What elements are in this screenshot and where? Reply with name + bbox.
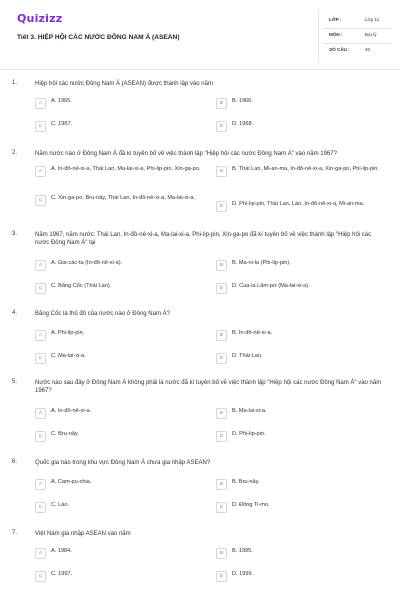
option-text: D. Cua-la Lăm-pơ (Ma-lai-xi-a).	[232, 283, 310, 289]
option-text: C. 1967.	[51, 121, 73, 127]
question-number: 5.	[12, 379, 18, 385]
option-a[interactable]	[35, 98, 210, 112]
meta-row-subject	[323, 29, 391, 44]
option-letter: A	[35, 260, 46, 271]
option-text: A. In-đô-nê-xi-a, Thái Lan, Ma-lai-xi-a, Phi-lip-pin, Xin-ga-po.	[51, 166, 201, 172]
option-text: A. In-đô-nê-xi-a.	[51, 408, 92, 414]
option-c[interactable]	[35, 195, 210, 217]
question-text: Nước nào sau đây ở Đông Nam Á không phải là nước đã kí tuyên bố về việc thành lập "Hiệp hội các nước Đông Nam Á" vào năm 1967?	[35, 380, 382, 395]
option-letter: A	[35, 408, 46, 419]
question-text: Năm 1967, năm nước: Thái Lan, In-đô-nê-xi-a, Ma-lai-xi-a, Phi-lip-pin, Xin-ga-po đã kí tuyên bố về việc thành lập "Hiệp hội các nước Đông Nam Á" tại	[35, 232, 372, 247]
option-letter: C	[35, 195, 46, 206]
option-letter: A	[35, 548, 46, 559]
option-a[interactable]	[35, 479, 210, 493]
option-letter: D	[216, 502, 227, 513]
meta-row-class	[323, 14, 391, 29]
option-text: B. Ma-ni-la (Phi-lip-pin).	[232, 260, 291, 266]
option-letter: D	[216, 353, 227, 364]
question-number: 4.	[12, 310, 18, 316]
option-text: D. Đông Ti-mo.	[232, 502, 270, 508]
meta-value: Lớp 11	[365, 17, 380, 22]
question-number: 7.	[12, 530, 18, 536]
option-text: C. Băng Cốc (Thái Lan).	[51, 283, 112, 289]
option-d[interactable]	[216, 283, 388, 297]
option-text: B. Ma-lai-xi-a.	[232, 408, 267, 414]
option-letter: B	[216, 260, 227, 271]
meta-value: 40	[365, 47, 371, 52]
option-letter: C	[35, 121, 46, 132]
meta-label: LỚP :	[329, 17, 342, 22]
worksheet-header	[0, 0, 400, 70]
option-c[interactable]	[35, 571, 210, 585]
meta-row-count	[323, 44, 391, 59]
option-b[interactable]	[216, 260, 388, 274]
option-b[interactable]	[216, 479, 388, 493]
question-number: 3.	[12, 231, 18, 237]
option-text: D. 1968.	[232, 121, 254, 127]
option-text: A. 1984.	[51, 548, 72, 554]
option-letter: A	[35, 166, 46, 177]
option-letter: D	[216, 201, 227, 212]
page-title: Tiết 3. HIỆP HỘI CÁC NƯỚC ĐÔNG NAM Á (ASEAN)	[17, 34, 180, 41]
option-letter: D	[216, 431, 227, 442]
option-b[interactable]	[216, 98, 386, 112]
option-c[interactable]	[35, 283, 210, 297]
option-text: C. 1997.	[51, 571, 73, 577]
option-d[interactable]	[216, 502, 388, 516]
option-text: D. Phi-lip-pin.	[232, 431, 266, 437]
option-c[interactable]	[35, 353, 210, 367]
option-a[interactable]	[35, 548, 210, 562]
option-letter: D	[216, 283, 227, 294]
option-letter: B	[216, 479, 227, 490]
option-text: A. Cam-pu-chia.	[51, 479, 92, 485]
meta-label: SỐ CÂU :	[329, 47, 350, 52]
question-text: Năm nước nào ở Đông Nam Á đã kí tuyên bố về việc thành lập "Hiệp hội các nước Đông Nam Á" vào năm 1967?	[35, 151, 337, 157]
option-text: B. 1966.	[232, 98, 253, 104]
question-text: Băng Cốc là thủ đô của nước nào ở Đông Nam Á?	[35, 311, 170, 317]
option-letter: B	[216, 548, 227, 559]
option-letter: B	[216, 166, 227, 177]
option-b[interactable]	[216, 330, 388, 344]
option-text: B. 1995.	[232, 548, 253, 554]
option-c[interactable]	[35, 502, 210, 516]
option-d[interactable]	[216, 201, 392, 215]
option-a[interactable]	[35, 408, 210, 422]
option-letter: C	[35, 431, 46, 442]
option-a[interactable]	[35, 166, 210, 188]
option-text: A. Phi-lip-pin.	[51, 330, 85, 336]
option-d[interactable]	[216, 353, 388, 367]
meta-label: MÔN :	[329, 32, 343, 37]
option-text: A. Gia-các-ta (In-đô-nê-xi-a).	[51, 260, 123, 266]
option-letter: D	[216, 571, 227, 582]
option-b[interactable]	[216, 548, 388, 562]
option-letter: A	[35, 479, 46, 490]
option-d[interactable]	[216, 121, 386, 135]
option-text: A. 1965.	[51, 98, 72, 104]
option-a[interactable]	[35, 330, 210, 344]
option-d[interactable]	[216, 431, 388, 445]
quizizz-logo: Quizizz	[17, 12, 63, 25]
option-b[interactable]	[216, 408, 388, 422]
option-text: B. Bru-nây.	[232, 479, 260, 485]
option-letter: B	[216, 330, 227, 341]
option-text: C. Lào.	[51, 502, 70, 508]
option-letter: B	[216, 98, 227, 109]
option-letter: D	[216, 121, 227, 132]
option-c[interactable]	[35, 121, 210, 135]
option-c[interactable]	[35, 431, 210, 445]
question-number: 1.	[12, 80, 18, 86]
option-letter: C	[35, 571, 46, 582]
question-text: Việt Nam gia nhập ASEAN vào năm	[35, 531, 131, 537]
option-letter: A	[35, 330, 46, 341]
option-text: B. In-đô-nê-xi-a.	[232, 330, 273, 336]
question-text: Quốc gia nào trong khu vực Đông Nam Á chưa gia nhập ASEAN?	[35, 460, 211, 466]
option-letter: C	[35, 353, 46, 364]
question-number: 6.	[12, 459, 18, 465]
option-a[interactable]	[35, 260, 210, 274]
meta-table	[323, 14, 391, 59]
option-text: B. Thái Lan, Mi-an-ma, In-đô-nê-xi-a, Xin-ga-po, Phi-lip-pin.	[232, 166, 379, 172]
option-text: D. Thái Lan.	[232, 353, 263, 359]
option-text: C. Xin-ga-po, Bru-nây, Thái Lan, In-đô-nê-xi-a, Ma-lai-xi-a.	[51, 195, 196, 201]
option-b[interactable]	[216, 166, 388, 188]
option-d[interactable]	[216, 571, 388, 585]
option-letter: C	[35, 283, 46, 294]
option-text: C. Ma-lai-xi-a.	[51, 353, 86, 359]
meta-separator	[318, 10, 319, 62]
meta-value: Địa lý	[365, 32, 377, 37]
option-text: C. Bru-nây.	[51, 431, 79, 437]
option-letter: A	[35, 98, 46, 109]
option-letter: C	[35, 502, 46, 513]
option-text: D. 1999.	[232, 571, 254, 577]
question-text: Hiệp hội các nước Đông Nam Á (ASEAN) được thành lập vào năm	[35, 81, 213, 87]
question-number: 2.	[12, 150, 18, 156]
header-divider	[0, 69, 400, 70]
option-text: D. Phi-lip-pin, Thái Lan, Lào, In-đô-nê-xi-a, Mi-an-ma.	[232, 201, 365, 207]
option-letter: B	[216, 408, 227, 419]
